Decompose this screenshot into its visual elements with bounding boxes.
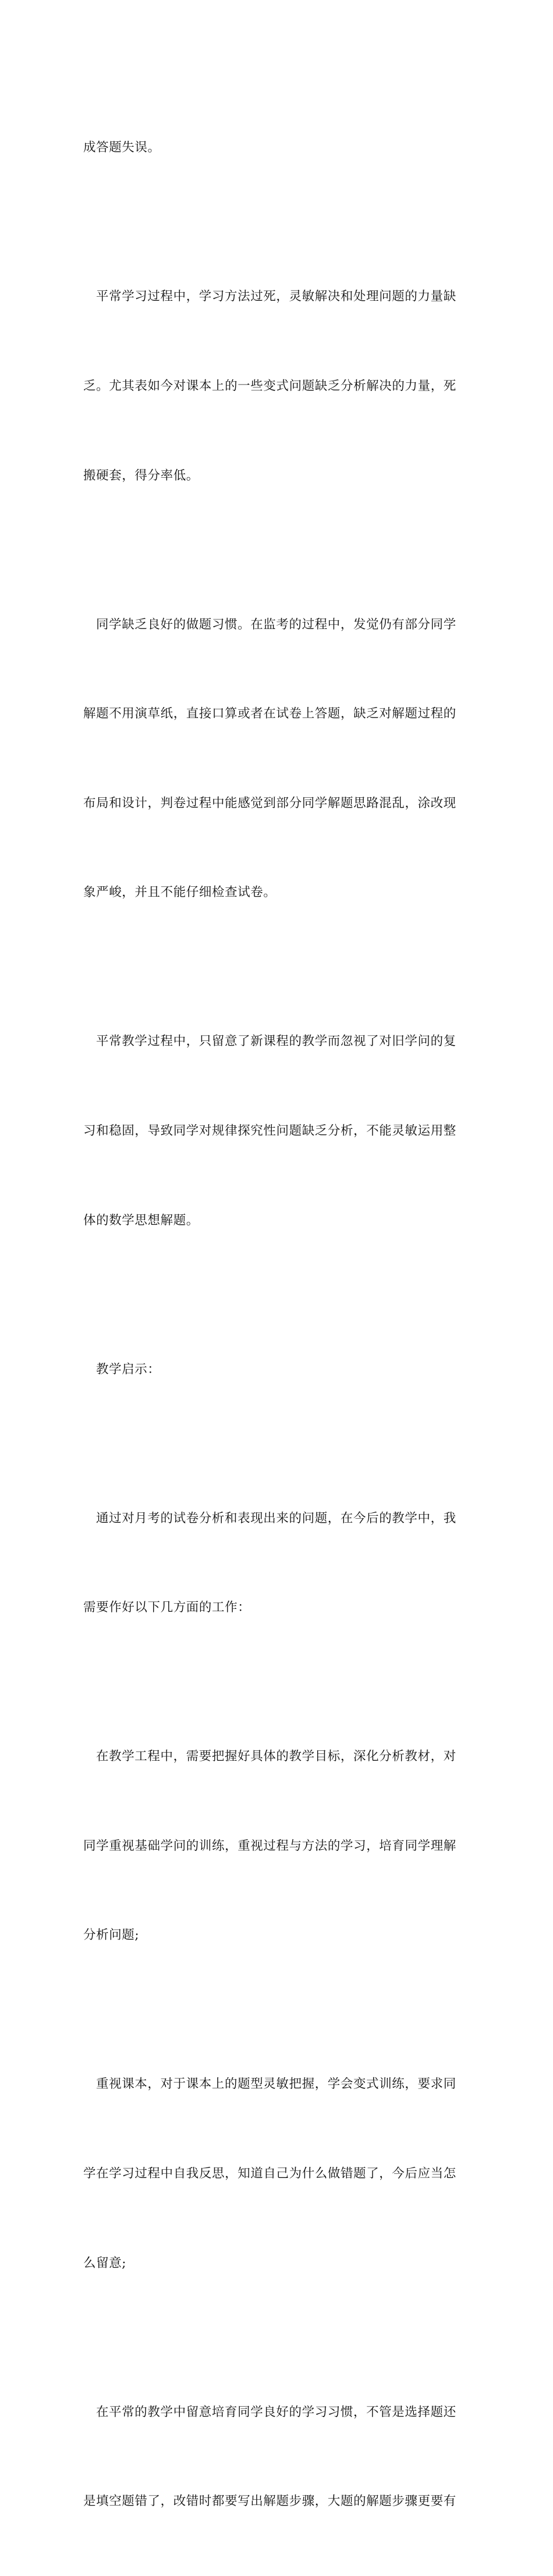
paragraph-textbook-focus bbox=[83, 2010, 471, 2337]
text-line: 么留意; bbox=[83, 2255, 127, 2271]
paragraph-study-habits bbox=[83, 2337, 471, 2576]
text-line: 平常学习过程中，学习方法过死，灵敏解决和处理问题的力量缺 bbox=[96, 289, 456, 304]
text-line: 需要作好以下几方面的工作： bbox=[83, 1600, 251, 1615]
text-line: 搬硬套，得分率低。 bbox=[83, 468, 199, 483]
text-line: 重视课本，对于课本上的题型灵敏把握，学会变式训练，要求同 bbox=[96, 2077, 456, 2092]
text-line: 在平常的教学中留意培育同学良好的学习习惯，不管是选择题还 bbox=[96, 2404, 456, 2419]
text-line: 布局和设计，判卷过程中能感觉到部分同学解题思路混乱，涂改现 bbox=[83, 795, 456, 811]
section-heading-teaching-insights bbox=[83, 1295, 471, 1444]
text-line: 同学重视基础学问的训练，重视过程与方法的学习，培育同学理解 bbox=[83, 1838, 456, 1853]
paragraph-teaching-goals bbox=[83, 1682, 471, 2010]
paragraph-work-habits bbox=[83, 550, 471, 967]
text-line: 体的数学思想解题。 bbox=[83, 1213, 199, 1228]
text-line: 乏。尤其表如今对课本上的一些变式问题缺乏分析解决的力量，死 bbox=[83, 379, 456, 393]
text-line: 解题不用演草纸，直接口算或者在试卷上答题，缺乏对解题过程的 bbox=[83, 706, 456, 722]
text-line: 在教学工程中，需要把握好具体的教学目标，深化分析教材，对 bbox=[96, 1749, 456, 1764]
paragraph-continuation bbox=[83, 73, 471, 222]
paragraph-teaching-process bbox=[83, 967, 471, 1295]
text-line: 习和稳固，导致同学对规律探究性问题缺乏分析，不能灵敏运用整 bbox=[83, 1123, 456, 1138]
text-line: 通过对月考的试卷分析和表现出来的问题，在今后的教学中，我 bbox=[96, 1511, 456, 1526]
paragraph-intro bbox=[83, 1444, 471, 1682]
text-line: 象严峻，并且不能仔细检查试卷。 bbox=[83, 885, 276, 900]
text-line: 学在学习过程中自我反思，知道自己为什么做错题了，今后应当怎 bbox=[83, 2166, 456, 2181]
text-line: 平常教学过程中，只留意了新课程的教学而忽视了对旧学问的复 bbox=[96, 1034, 456, 1049]
text-line: 分析问题; bbox=[83, 1928, 140, 1943]
text-line: 同学缺乏良好的做题习惯。在监考的过程中，发觉仍有部分同学 bbox=[96, 617, 456, 632]
heading-text: 教学启示： bbox=[96, 1362, 161, 1377]
document-body bbox=[83, 73, 471, 2576]
text-line: 成答题失误。 bbox=[83, 140, 161, 155]
text-line: 是填空题错了，改错时都要写出解题步骤，大题的解题步骤更要有 bbox=[83, 2494, 456, 2509]
paragraph-learning-methods bbox=[83, 222, 471, 550]
